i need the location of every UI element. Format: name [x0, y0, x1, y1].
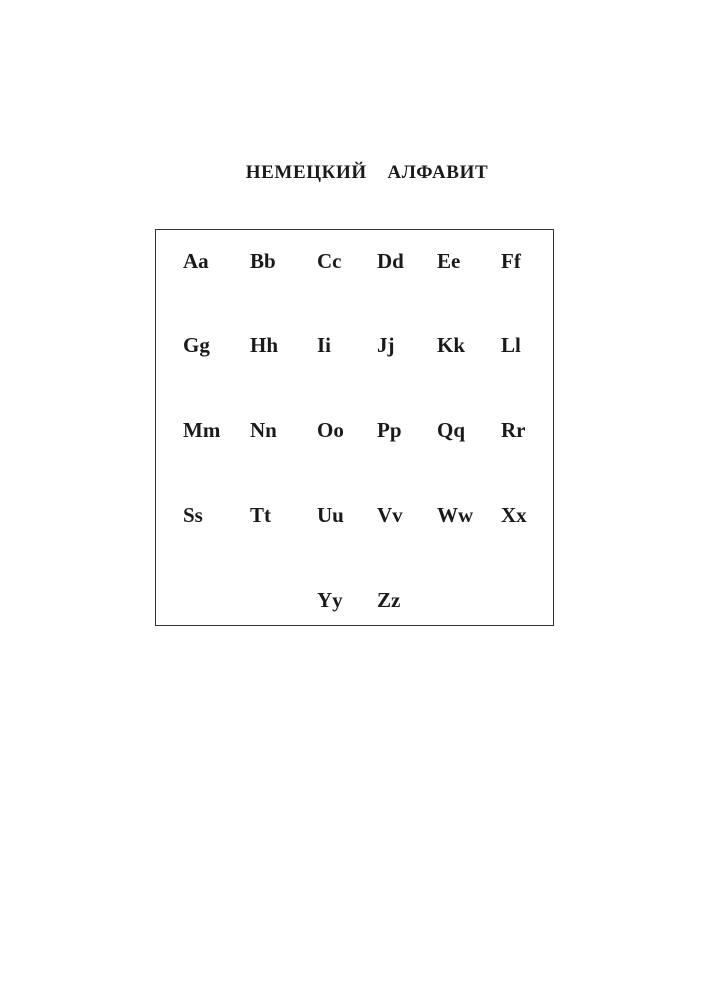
letter-q: Qq — [437, 418, 466, 442]
letter-o: Oo — [317, 418, 344, 442]
letter-b: Bb — [250, 249, 276, 273]
letter-i: Ii — [317, 333, 332, 357]
letter-a: Aa — [183, 249, 209, 273]
letter-z: Zz — [377, 588, 401, 612]
letter-r: Rr — [501, 418, 526, 442]
letter-s: Ss — [183, 503, 203, 527]
letter-m: Mm — [183, 418, 221, 442]
letter-f: Ff — [501, 249, 521, 273]
letter-p: Pp — [377, 418, 402, 442]
letter-y: Yy — [317, 588, 343, 612]
letter-j: Jj — [377, 333, 395, 357]
letter-t: Tt — [250, 503, 271, 527]
letter-u: Uu — [317, 503, 344, 527]
letter-d: Dd — [377, 249, 404, 273]
letter-g: Gg — [183, 333, 210, 357]
page-title: НЕМЕЦКИЙ АЛФАВИТ — [245, 162, 489, 183]
letter-e: Ee — [437, 249, 461, 273]
letter-l: Ll — [501, 333, 521, 357]
letter-w: Ww — [437, 503, 474, 527]
letter-x: Xx — [501, 503, 527, 527]
alphabet-table — [155, 229, 554, 626]
letter-n: Nn — [250, 418, 277, 442]
letter-h: Hh — [250, 333, 279, 357]
letter-v: Vv — [377, 503, 403, 527]
letter-c: Cc — [317, 249, 342, 273]
letter-k: Kk — [437, 333, 466, 357]
